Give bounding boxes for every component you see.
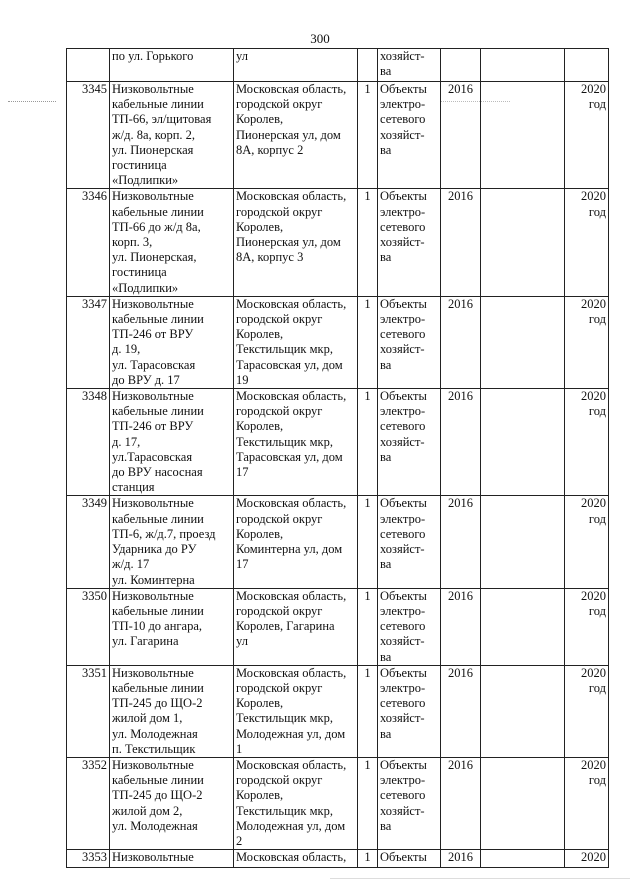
cell-year-start: 2016 [441, 665, 481, 757]
table-row [67, 49, 609, 82]
cell-quantity: 1 [358, 296, 378, 388]
cell-year-end: 2020 год [565, 189, 609, 296]
scan-artifact [330, 878, 630, 880]
cell-object-name: по ул. Горького [110, 49, 234, 82]
scan-artifact [8, 101, 56, 103]
cell-address: ул [234, 49, 358, 82]
cell-address: Московская область, городской округ Королев, Коминтерна ул, дом 17 [234, 496, 358, 588]
cell-category: Объекты электро- сетевого хозяйст- ва [378, 82, 441, 189]
cell-year-start: 2016 [441, 850, 481, 868]
cell-object-name: Низковольтные [110, 850, 234, 868]
table-row [67, 850, 609, 868]
cell-address: Московская область, городской округ Королев, Пионерская ул, дом 8А, корпус 3 [234, 189, 358, 296]
cell-category: хозяйст- ва [378, 49, 441, 82]
cell-quantity: 1 [358, 665, 378, 757]
cell-empty [481, 82, 565, 189]
cell-number: 3346 [67, 189, 110, 296]
registry-table [66, 48, 609, 868]
cell-category: Объекты [378, 850, 441, 868]
cell-object-name: Низковольтные кабельные линии ТП-245 до ЩО-2 жилой дом 2, ул. Молодежная [110, 757, 234, 849]
cell-object-name: Низковольтные кабельные линии ТП-66, эл/щитовая ж/д. 8а, корп. 2, ул. Пионерская гостиница «Подлипки» [110, 82, 234, 189]
cell-object-name: Низковольтные кабельные линии ТП-10 до ангара, ул. Гагарина [110, 588, 234, 665]
cell-address: Московская область, городской округ Королев, Текстильщик мкр, Молодежная ул, дом 2 [234, 757, 358, 849]
cell-empty [481, 757, 565, 849]
cell-category: Объекты электро- сетевого хозяйст- ва [378, 757, 441, 849]
cell-number: 3349 [67, 496, 110, 588]
cell-year-start: 2016 [441, 296, 481, 388]
cell-year-end: 2020 год [565, 757, 609, 849]
cell-quantity [358, 49, 378, 82]
cell-object-name: Низковольтные кабельные линии ТП-246 от ВРУ д. 19, ул. Тарасовская до ВРУ д. 17 [110, 296, 234, 388]
cell-quantity: 1 [358, 850, 378, 868]
cell-empty [481, 189, 565, 296]
table-row [67, 189, 609, 296]
cell-object-name: Низковольтные кабельные линии ТП-6, ж/д.7, проезд Ударника до РУ ж/д. 17 ул. Коминтерна [110, 496, 234, 588]
cell-year-start: 2016 [441, 757, 481, 849]
cell-year-start: 2016 [441, 588, 481, 665]
cell-year-end: 2020 [565, 850, 609, 868]
cell-year-end: 2020 год [565, 665, 609, 757]
cell-number: 3348 [67, 389, 110, 496]
cell-address: Московская область, [234, 850, 358, 868]
cell-empty [481, 496, 565, 588]
cell-object-name: Низковольтные кабельные линии ТП-66 до ж/д 8а, корп. 3, ул. Пионерская, гостиница «Подлипки» [110, 189, 234, 296]
cell-number: 3353 [67, 850, 110, 868]
cell-empty [481, 296, 565, 388]
cell-category: Объекты электро- сетевого хозяйст- ва [378, 588, 441, 665]
cell-number: 3347 [67, 296, 110, 388]
cell-category: Объекты электро- сетевого хозяйст- ва [378, 189, 441, 296]
table-row [67, 665, 609, 757]
cell-address: Московская область, городской округ Королев, Текстильщик мкр, Тарасовская ул, дом 19 [234, 296, 358, 388]
cell-quantity: 1 [358, 496, 378, 588]
table-row [67, 389, 609, 496]
cell-number: 3345 [67, 82, 110, 189]
cell-address: Московская область, городской округ Королев, Пионерская ул, дом 8А, корпус 2 [234, 82, 358, 189]
cell-year-end: 2020 год [565, 496, 609, 588]
cell-year-start: 2016 [441, 389, 481, 496]
cell-quantity: 1 [358, 389, 378, 496]
cell-category: Объекты электро- сетевого хозяйст- ва [378, 296, 441, 388]
table-row [67, 496, 609, 588]
registry-body [67, 49, 609, 868]
cell-address: Московская область, городской округ Королев, Текстильщик мкр, Молодежная ул, дом 1 [234, 665, 358, 757]
table-row [67, 296, 609, 388]
cell-year-start: 2016 [441, 496, 481, 588]
page-number: 300 [310, 31, 330, 46]
cell-year-end: 2020 год [565, 389, 609, 496]
cell-year-end: 2020 год [565, 82, 609, 189]
cell-address: Московская область, городской округ Королев, Текстильщик мкр, Тарасовская ул, дом 17 [234, 389, 358, 496]
cell-year-end: 2020 год [565, 296, 609, 388]
cell-empty [481, 850, 565, 868]
cell-category: Объекты электро- сетевого хозяйст- ва [378, 496, 441, 588]
cell-year-start [441, 49, 481, 82]
cell-category: Объекты электро- сетевого хозяйст- ва [378, 665, 441, 757]
table-row [67, 588, 609, 665]
cell-number [67, 49, 110, 82]
cell-object-name: Низковольтные кабельные линии ТП-245 до ЩО-2 жилой дом 1, ул. Молодежная п. Текстильщик [110, 665, 234, 757]
cell-quantity: 1 [358, 588, 378, 665]
cell-empty [481, 49, 565, 82]
cell-year-start: 2016 [441, 189, 481, 296]
cell-empty [481, 389, 565, 496]
cell-year-end [565, 49, 609, 82]
cell-number: 3351 [67, 665, 110, 757]
cell-year-start: 2016 [441, 82, 481, 189]
table-row [67, 82, 609, 189]
cell-quantity: 1 [358, 82, 378, 189]
cell-address: Московская область, городской округ Королев, Гагарина ул [234, 588, 358, 665]
cell-object-name: Низковольтные кабельные линии ТП-246 от ВРУ д. 17, ул.Тарасовская до ВРУ насосная станция [110, 389, 234, 496]
cell-year-end: 2020 год [565, 588, 609, 665]
cell-category: Объекты электро- сетевого хозяйст- ва [378, 389, 441, 496]
table-row [67, 757, 609, 849]
cell-number: 3352 [67, 757, 110, 849]
cell-quantity: 1 [358, 757, 378, 849]
cell-quantity: 1 [358, 189, 378, 296]
cell-number: 3350 [67, 588, 110, 665]
cell-empty [481, 588, 565, 665]
cell-empty [481, 665, 565, 757]
